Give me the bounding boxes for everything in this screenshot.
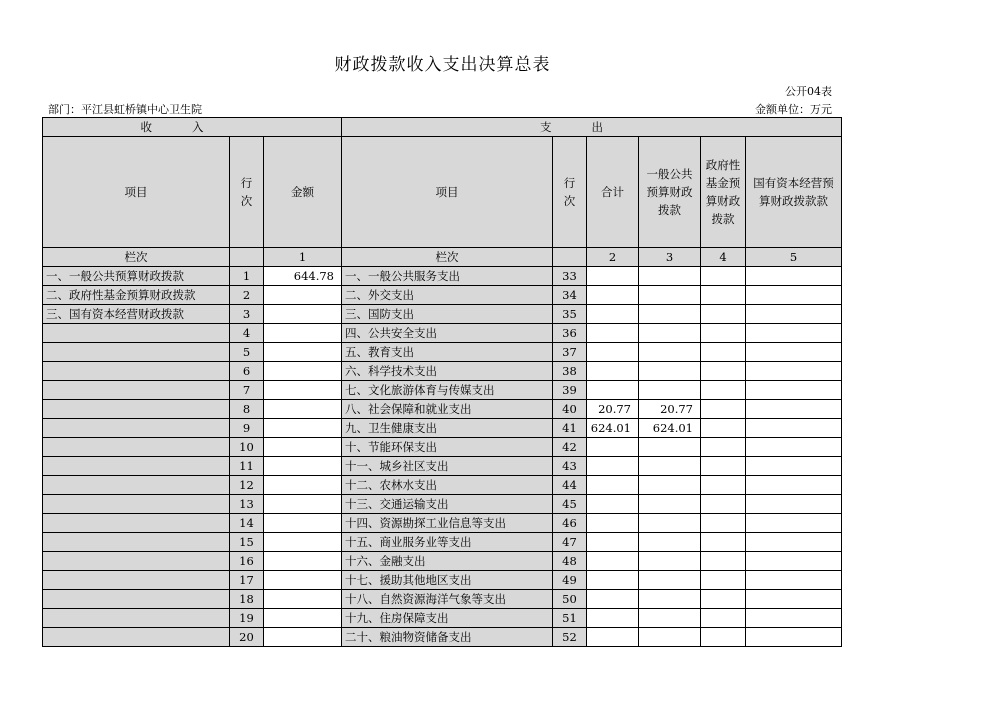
income-item-cell <box>43 324 230 343</box>
income-amount-cell <box>264 552 342 571</box>
table-row <box>43 609 842 628</box>
general-budget-cell <box>639 495 701 514</box>
table-row <box>43 533 842 552</box>
expense-row-number: 50 <box>553 590 587 609</box>
income-amount-header: 金额 <box>264 137 342 248</box>
total-amount-cell <box>587 552 639 571</box>
expense-row-number: 42 <box>553 438 587 457</box>
gov-fund-cell <box>701 438 746 457</box>
total-amount-cell <box>587 324 639 343</box>
expense-item-cell: 十一、城乡社区支出 <box>342 457 553 476</box>
expense-row-number: 51 <box>553 609 587 628</box>
total-amount-cell <box>587 628 639 647</box>
state-capital-cell <box>746 362 842 381</box>
general-budget-cell <box>639 324 701 343</box>
income-amount-cell <box>264 571 342 590</box>
income-item-cell <box>43 457 230 476</box>
income-row-number: 16 <box>230 552 264 571</box>
expense-row-number: 44 <box>553 476 587 495</box>
expense-row-number: 35 <box>553 305 587 324</box>
general-budget-cell <box>639 609 701 628</box>
general-budget-cell: 20.77 <box>639 400 701 419</box>
income-item-cell <box>43 495 230 514</box>
income-amount-cell <box>264 343 342 362</box>
income-amount-cell <box>264 419 342 438</box>
income-item-cell <box>43 362 230 381</box>
column-number-2: 2 <box>587 248 639 267</box>
column-header-row <box>43 137 842 248</box>
general-budget-cell <box>639 267 701 286</box>
general-budget-cell <box>639 343 701 362</box>
income-item-cell: 三、国有资本经营财政拨款 <box>43 305 230 324</box>
income-row-number: 4 <box>230 324 264 343</box>
total-header: 合计 <box>587 137 639 248</box>
general-budget-header <box>639 137 701 248</box>
gov-fund-cell <box>701 286 746 305</box>
income-amount-cell <box>264 476 342 495</box>
expense-row-number: 38 <box>553 362 587 381</box>
gov-fund-cell <box>701 552 746 571</box>
table-row <box>43 267 842 286</box>
expense-item-cell: 二十、粮油物资储备支出 <box>342 628 553 647</box>
table-row <box>43 590 842 609</box>
total-amount-cell <box>587 514 639 533</box>
income-section-header <box>43 118 342 137</box>
fiscal-summary-table <box>42 117 842 647</box>
gov-fund-cell <box>701 267 746 286</box>
state-capital-cell <box>746 533 842 552</box>
amount-unit-label: 金额单位：万元 <box>755 103 832 116</box>
income-row-number: 5 <box>230 343 264 362</box>
general-budget-cell <box>639 438 701 457</box>
expense-item-cell: 十、节能环保支出 <box>342 438 553 457</box>
column-number-row <box>43 248 842 267</box>
total-amount-cell <box>587 267 639 286</box>
column-number-4: 4 <box>701 248 746 267</box>
income-item-cell: 一、一般公共预算财政拨款 <box>43 267 230 286</box>
expense-section-header <box>342 118 842 137</box>
income-row-number: 8 <box>230 400 264 419</box>
expense-item-cell: 九、卫生健康支出 <box>342 419 553 438</box>
expense-item-cell: 五、教育支出 <box>342 343 553 362</box>
expense-item-cell: 十九、住房保障支出 <box>342 609 553 628</box>
expense-row-no-text: 行次 <box>563 176 576 208</box>
income-item-cell <box>43 533 230 552</box>
general-budget-cell <box>639 628 701 647</box>
gov-fund-text: 政府性基金预算财政拨款 <box>705 158 741 226</box>
state-capital-cell <box>746 400 842 419</box>
income-row-number: 12 <box>230 476 264 495</box>
gov-fund-cell <box>701 533 746 552</box>
state-capital-cell <box>746 457 842 476</box>
table-row <box>43 362 842 381</box>
expense-row-number: 34 <box>553 286 587 305</box>
income-row-no-header <box>230 137 264 248</box>
gov-fund-header <box>701 137 746 248</box>
expense-item-cell: 十六、金融支出 <box>342 552 553 571</box>
expense-item-cell: 十三、交通运输支出 <box>342 495 553 514</box>
income-row-number: 1 <box>230 267 264 286</box>
expense-row-no-header <box>553 137 587 248</box>
general-budget-cell <box>639 571 701 590</box>
section-header-row <box>43 118 842 137</box>
income-row-number: 3 <box>230 305 264 324</box>
expense-item-cell: 八、社会保障和就业支出 <box>342 400 553 419</box>
gov-fund-cell <box>701 571 746 590</box>
total-amount-cell <box>587 286 639 305</box>
income-row-number: 2 <box>230 286 264 305</box>
table-row <box>43 628 842 647</box>
income-item-cell <box>43 628 230 647</box>
expense-row-number: 49 <box>553 571 587 590</box>
gov-fund-cell <box>701 305 746 324</box>
gov-fund-cell <box>701 381 746 400</box>
state-capital-cell <box>746 381 842 400</box>
state-capital-cell <box>746 552 842 571</box>
expense-row-number: 39 <box>553 381 587 400</box>
income-row-number: 15 <box>230 533 264 552</box>
income-row-number: 14 <box>230 514 264 533</box>
general-budget-cell <box>639 457 701 476</box>
expense-item-cell: 十五、商业服务业等支出 <box>342 533 553 552</box>
general-budget-cell <box>639 476 701 495</box>
expense-row-number: 33 <box>553 267 587 286</box>
total-amount-cell: 624.01 <box>587 419 639 438</box>
gov-fund-cell <box>701 514 746 533</box>
expense-row-number: 43 <box>553 457 587 476</box>
state-capital-cell <box>746 286 842 305</box>
income-row-no-text: 行次 <box>240 176 253 208</box>
income-item-cell: 二、政府性基金预算财政拨款 <box>43 286 230 305</box>
expense-section-label: 支出 <box>540 120 643 134</box>
table-row <box>43 343 842 362</box>
table-row <box>43 571 842 590</box>
state-capital-cell <box>746 514 842 533</box>
income-amount-cell: 644.78 <box>264 267 342 286</box>
income-amount-cell <box>264 590 342 609</box>
column-number-1: 1 <box>264 248 342 267</box>
total-amount-cell <box>587 362 639 381</box>
table-row <box>43 381 842 400</box>
table-row <box>43 476 842 495</box>
form-number: 公开04表 <box>785 85 832 98</box>
income-item-cell <box>43 343 230 362</box>
total-amount-cell <box>587 438 639 457</box>
general-budget-cell <box>639 533 701 552</box>
gov-fund-cell <box>701 457 746 476</box>
expense-row-number: 48 <box>553 552 587 571</box>
general-budget-cell <box>639 514 701 533</box>
table-row <box>43 305 842 324</box>
total-amount-cell <box>587 571 639 590</box>
table-row <box>43 514 842 533</box>
state-capital-cell <box>746 324 842 343</box>
expense-item-cell: 十二、农林水支出 <box>342 476 553 495</box>
state-capital-cell <box>746 438 842 457</box>
general-budget-text: 一般公共预算财政拨款 <box>646 167 693 217</box>
income-row-number: 11 <box>230 457 264 476</box>
income-row-number: 17 <box>230 571 264 590</box>
expense-item-cell: 十四、资源勘探工业信息等支出 <box>342 514 553 533</box>
general-budget-cell <box>639 362 701 381</box>
state-capital-cell <box>746 305 842 324</box>
income-amount-cell <box>264 533 342 552</box>
income-amount-cell <box>264 457 342 476</box>
income-item-cell <box>43 552 230 571</box>
expense-item-cell: 三、国防支出 <box>342 305 553 324</box>
income-row-number: 6 <box>230 362 264 381</box>
general-budget-cell: 624.01 <box>639 419 701 438</box>
income-amount-cell <box>264 286 342 305</box>
table-row <box>43 438 842 457</box>
income-row-number: 18 <box>230 590 264 609</box>
expense-item-cell: 七、文化旅游体育与传媒支出 <box>342 381 553 400</box>
gov-fund-cell <box>701 609 746 628</box>
department-label: 部门：平江县虹桥镇中心卫生院 <box>48 103 202 116</box>
general-budget-cell <box>639 381 701 400</box>
table-row <box>43 324 842 343</box>
expense-row-number: 37 <box>553 343 587 362</box>
total-amount-cell <box>587 590 639 609</box>
total-amount-cell <box>587 457 639 476</box>
table-row <box>43 457 842 476</box>
expense-item-cell: 四、公共安全支出 <box>342 324 553 343</box>
state-capital-cell <box>746 419 842 438</box>
income-row-number: 10 <box>230 438 264 457</box>
total-amount-cell <box>587 533 639 552</box>
total-amount-cell <box>587 343 639 362</box>
total-amount-cell <box>587 305 639 324</box>
expense-row-number: 45 <box>553 495 587 514</box>
gov-fund-cell <box>701 362 746 381</box>
income-item-cell <box>43 590 230 609</box>
income-amount-cell <box>264 514 342 533</box>
income-row-number: 20 <box>230 628 264 647</box>
table-row <box>43 286 842 305</box>
income-item-cell <box>43 476 230 495</box>
column-label-right: 栏次 <box>342 248 553 267</box>
state-capital-cell <box>746 476 842 495</box>
expense-item-cell: 六、科学技术支出 <box>342 362 553 381</box>
total-amount-cell: 20.77 <box>587 400 639 419</box>
expense-item-cell: 二、外交支出 <box>342 286 553 305</box>
income-row-number: 7 <box>230 381 264 400</box>
column-number-blank <box>553 248 587 267</box>
table-row <box>43 552 842 571</box>
gov-fund-cell <box>701 628 746 647</box>
column-number-3: 3 <box>639 248 701 267</box>
income-section-label: 收入 <box>140 120 244 134</box>
expense-row-number: 40 <box>553 400 587 419</box>
income-item-cell <box>43 400 230 419</box>
income-amount-cell <box>264 362 342 381</box>
gov-fund-cell <box>701 476 746 495</box>
column-label-left: 栏次 <box>43 248 230 267</box>
income-item-cell <box>43 419 230 438</box>
state-capital-cell <box>746 628 842 647</box>
table-row <box>43 495 842 514</box>
state-capital-cell <box>746 609 842 628</box>
total-amount-cell <box>587 495 639 514</box>
gov-fund-cell <box>701 590 746 609</box>
income-item-cell <box>43 571 230 590</box>
income-amount-cell <box>264 628 342 647</box>
gov-fund-cell <box>701 324 746 343</box>
total-amount-cell <box>587 381 639 400</box>
total-amount-cell <box>587 476 639 495</box>
gov-fund-cell <box>701 419 746 438</box>
table-row <box>43 400 842 419</box>
column-number-blank <box>230 248 264 267</box>
income-item-cell <box>43 381 230 400</box>
expense-item-cell: 十八、自然资源海洋气象等支出 <box>342 590 553 609</box>
gov-fund-cell <box>701 400 746 419</box>
income-item-header: 项目 <box>43 137 230 248</box>
income-row-number: 9 <box>230 419 264 438</box>
expense-item-cell: 十七、援助其他地区支出 <box>342 571 553 590</box>
expense-row-number: 52 <box>553 628 587 647</box>
income-item-cell <box>43 514 230 533</box>
income-amount-cell <box>264 305 342 324</box>
income-amount-cell <box>264 609 342 628</box>
state-capital-text: 国有资本经营预算财政拨款款 <box>753 176 834 208</box>
income-amount-cell <box>264 381 342 400</box>
total-amount-cell <box>587 609 639 628</box>
expense-row-number: 46 <box>553 514 587 533</box>
general-budget-cell <box>639 286 701 305</box>
state-capital-cell <box>746 495 842 514</box>
income-row-number: 19 <box>230 609 264 628</box>
expense-row-number: 47 <box>553 533 587 552</box>
income-item-cell <box>43 438 230 457</box>
general-budget-cell <box>639 590 701 609</box>
state-capital-cell <box>746 343 842 362</box>
income-amount-cell <box>264 438 342 457</box>
expense-item-cell: 一、一般公共服务支出 <box>342 267 553 286</box>
income-amount-cell <box>264 324 342 343</box>
expense-row-number: 41 <box>553 419 587 438</box>
page-title: 财政拨款收入支出决算总表 <box>334 55 551 75</box>
income-item-cell <box>43 609 230 628</box>
income-amount-cell <box>264 495 342 514</box>
column-number-5: 5 <box>746 248 842 267</box>
state-capital-cell <box>746 267 842 286</box>
state-capital-cell <box>746 571 842 590</box>
income-row-number: 13 <box>230 495 264 514</box>
state-capital-cell <box>746 590 842 609</box>
general-budget-cell <box>639 305 701 324</box>
general-budget-cell <box>639 552 701 571</box>
expense-row-number: 36 <box>553 324 587 343</box>
table-row <box>43 419 842 438</box>
gov-fund-cell <box>701 495 746 514</box>
income-amount-cell <box>264 400 342 419</box>
state-capital-header <box>746 137 842 248</box>
gov-fund-cell <box>701 343 746 362</box>
expense-item-header: 项目 <box>342 137 553 248</box>
